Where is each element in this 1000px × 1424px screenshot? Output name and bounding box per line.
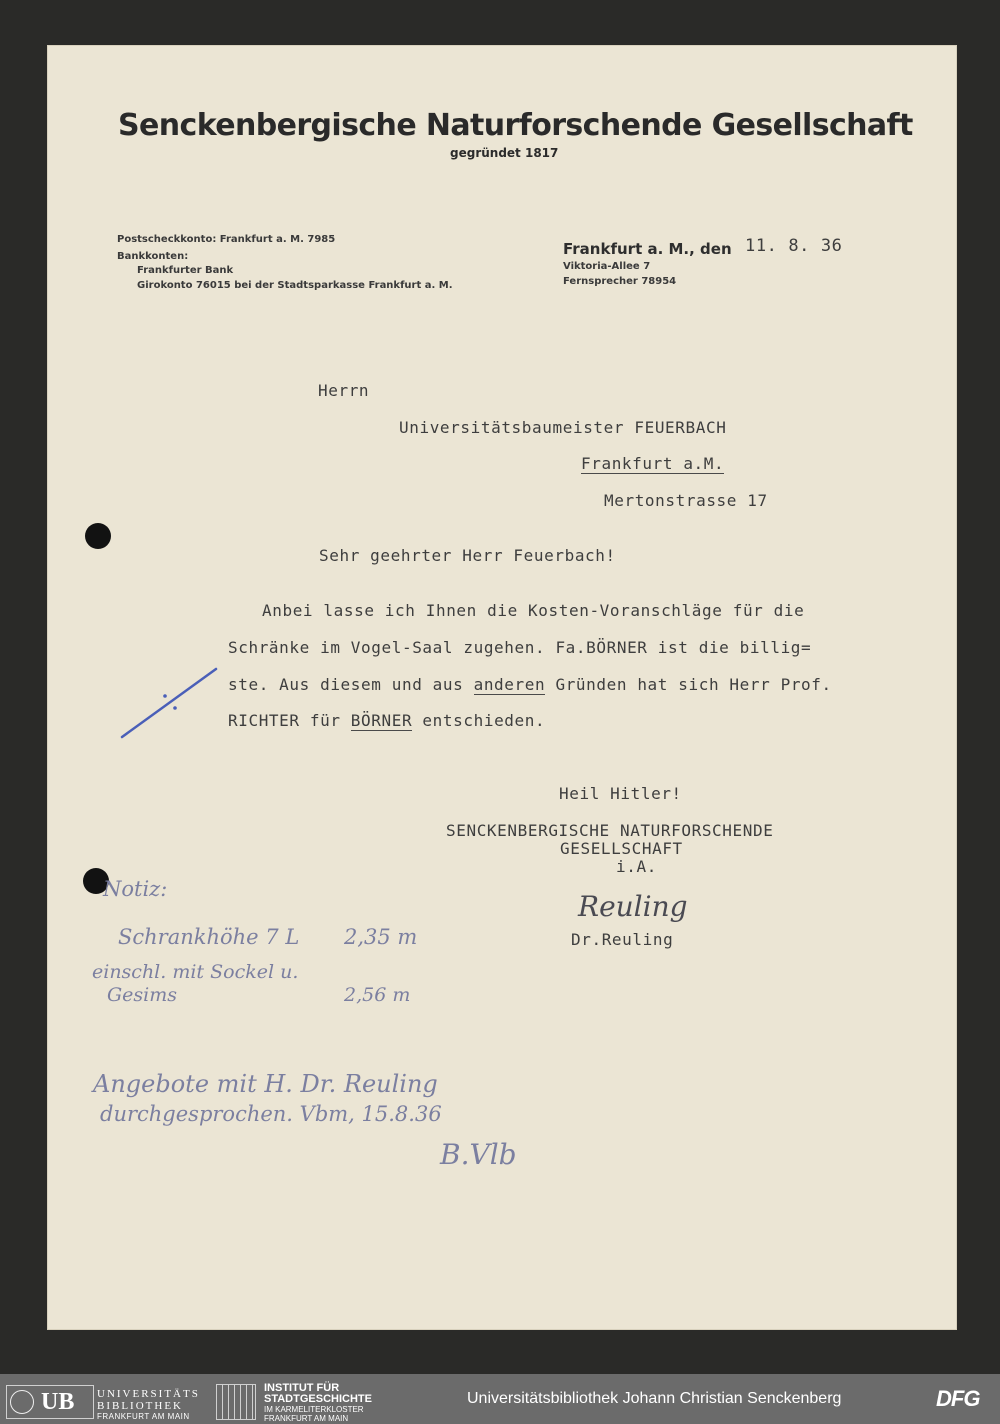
body-line-2: Schränke im Vogel-Saal zugehen. Fa.BÖRNER ist die billig= bbox=[228, 638, 812, 657]
signature: Reuling bbox=[578, 890, 688, 923]
closing-org-1: SENCKENBERGISCHE NATURFORSCHENDE bbox=[446, 821, 774, 840]
recipient-city: Frankfurt a.M. bbox=[581, 454, 725, 473]
closing-salute: Heil Hitler! bbox=[559, 784, 682, 803]
body-line-4-start: RICHTER für bbox=[228, 711, 351, 730]
isg-line-3: IM KARMELITERKLOSTER bbox=[264, 1405, 364, 1414]
handwritten-note-3b: 2,56 m bbox=[344, 984, 411, 1006]
postcheck-account: Postscheckkonto: Frankfurt a. M. 7985 bbox=[117, 234, 336, 245]
check-dot-2 bbox=[173, 706, 177, 710]
handwritten-notiz: Notiz: bbox=[103, 877, 168, 901]
isg-line-4: FRANKFURT AM MAIN bbox=[264, 1414, 349, 1423]
isg-line-2: STADTGESCHICHTE bbox=[264, 1393, 372, 1405]
recipient-name: Universitätsbaumeister FEUERBACH bbox=[399, 418, 727, 437]
body-line-3 bbox=[228, 675, 832, 694]
place-line: Frankfurt a. M., den bbox=[563, 240, 732, 258]
closing-org-2: GESELLSCHAFT bbox=[560, 839, 683, 858]
isg-logo-icon bbox=[216, 1384, 256, 1420]
ub-line-3: FRANKFURT AM MAIN bbox=[97, 1412, 190, 1421]
check-stroke bbox=[122, 669, 216, 737]
letterhead-title: Senckenbergische Naturforschende Gesellschaft bbox=[118, 108, 913, 143]
closing-ia: i.A. bbox=[616, 857, 657, 876]
body-line-1: Anbei lasse ich Ihnen die Kosten-Voranschläge für die bbox=[262, 601, 805, 620]
bank-heading: Bankkonten: bbox=[117, 251, 189, 262]
isg-line-1: INSTITUT FÜR bbox=[264, 1382, 340, 1394]
body-line-3-end: Gründen hat sich Herr Prof. bbox=[545, 675, 832, 694]
greeting: Sehr geehrter Herr Feuerbach! bbox=[319, 546, 616, 565]
handwritten-remark-2: durchgesprochen. Vbm, 15.8.36 bbox=[100, 1102, 442, 1126]
recipient-herrn: Herrn bbox=[318, 381, 370, 400]
body-line-4 bbox=[228, 711, 545, 730]
ub-logo-box bbox=[6, 1385, 94, 1419]
letterhead-phone: Fernsprecher 78954 bbox=[563, 276, 677, 287]
handwritten-remark-1: Angebote mit H. Dr. Reuling bbox=[93, 1070, 438, 1098]
footer-center-text: Universitätsbibliothek Johann Christian Senckenberg bbox=[467, 1390, 842, 1407]
body-line-4-end: entschieden. bbox=[412, 711, 546, 730]
punch-hole-top bbox=[85, 523, 111, 549]
body-line-3-start: ste. Aus diesem und aus bbox=[228, 675, 474, 694]
handwritten-note-1a: Schrankhöhe 7 L bbox=[118, 925, 300, 949]
letterhead-founded: gegründet 1817 bbox=[450, 146, 559, 160]
ub-line-2: BIBLIOTHEK bbox=[97, 1400, 183, 1412]
handwritten-note-2: einschl. mit Sockel u. bbox=[92, 961, 299, 983]
underlined-borner: BÖRNER bbox=[350, 711, 413, 730]
letterhead-address: Viktoria-Allee 7 bbox=[563, 261, 651, 272]
ub-seal-icon bbox=[10, 1390, 34, 1414]
underlined-anderen: anderen bbox=[473, 675, 546, 694]
recipient-street: Mertonstrasse 17 bbox=[604, 491, 768, 510]
signer-name: Dr.Reuling bbox=[571, 930, 674, 949]
footer-bar bbox=[0, 1374, 1000, 1424]
blue-check-mark bbox=[118, 663, 222, 743]
ub-line-1: UNIVERSITÄTS bbox=[97, 1388, 200, 1400]
bank-account-2: Girokonto 76015 bei der Stadtsparkasse Frankfurt a. M. bbox=[137, 280, 453, 291]
check-dot-1 bbox=[163, 694, 167, 698]
handwritten-note-3a: Gesims bbox=[107, 984, 178, 1006]
handwritten-note-1b: 2,35 m bbox=[344, 925, 418, 949]
dfg-logo: DFG bbox=[936, 1386, 980, 1411]
letter-date: 11. 8. 36 bbox=[745, 236, 843, 256]
bank-account-1: Frankfurter Bank bbox=[137, 265, 234, 276]
handwritten-initials: B.Vlb bbox=[440, 1138, 517, 1171]
ub-logo-text: UB bbox=[41, 1389, 75, 1415]
